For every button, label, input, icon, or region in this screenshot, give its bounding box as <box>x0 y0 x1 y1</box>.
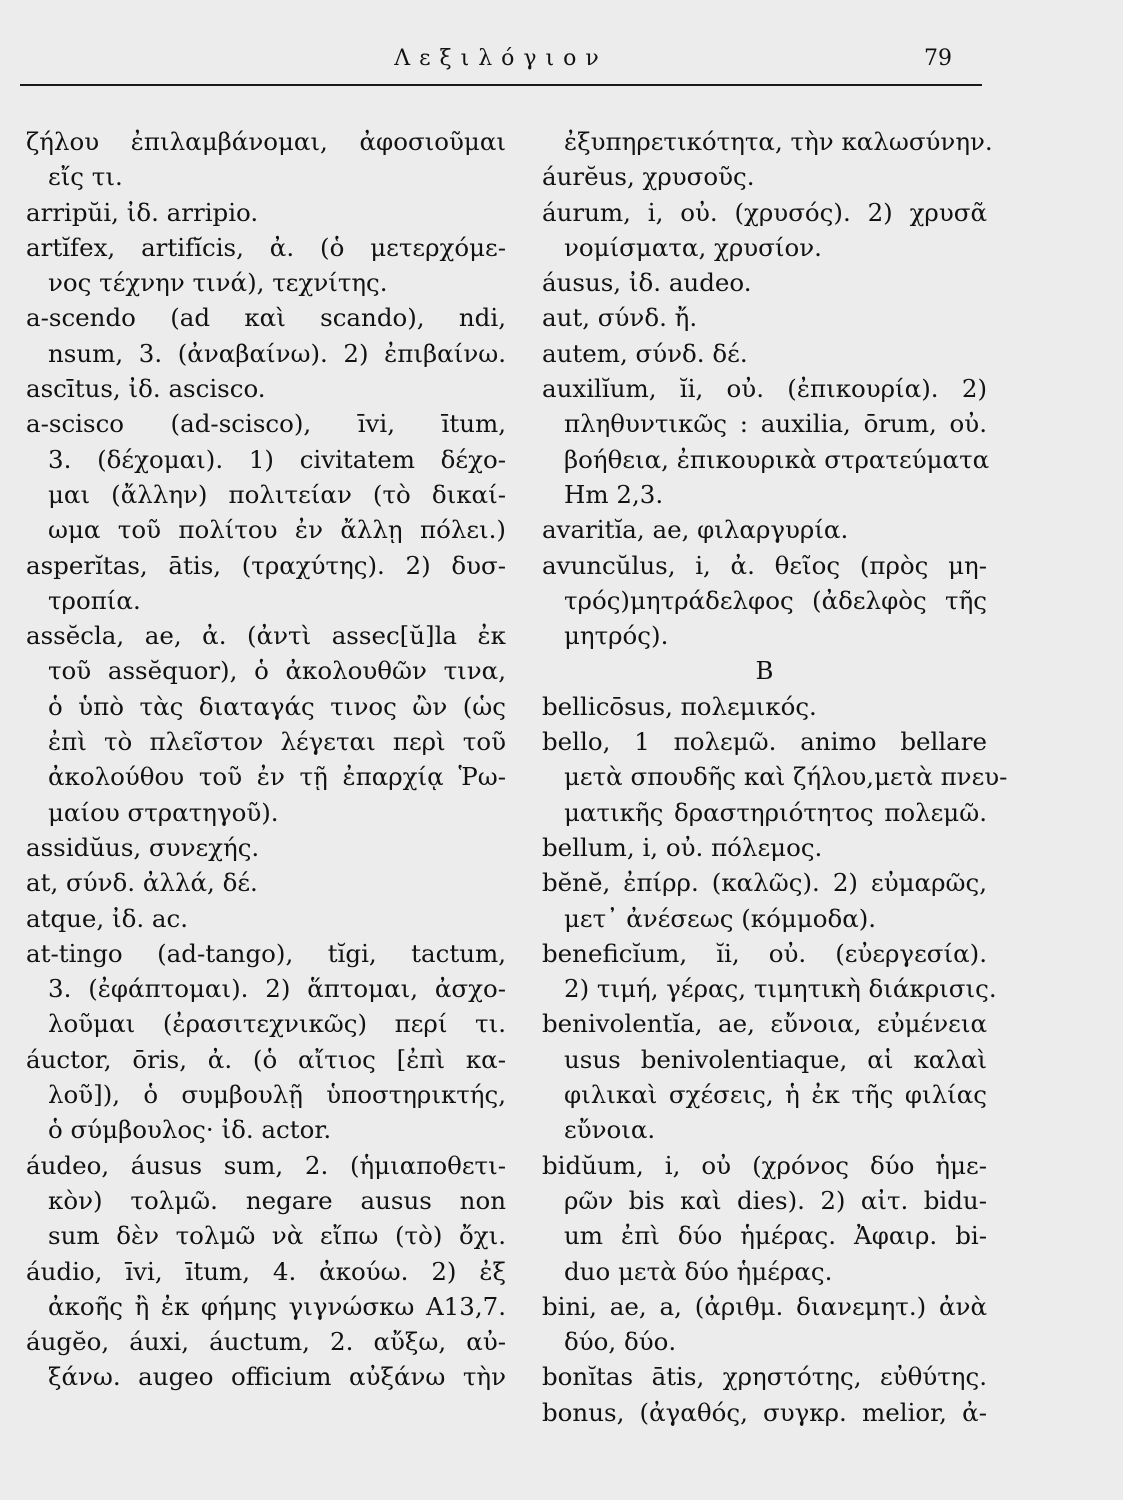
entry-continuation-line: τρός)μητράδελφος (ἀδελφὸς τῆς <box>564 585 987 615</box>
entry-line: áurum, i, οὐ. (χρυσός). 2) χρυσᾶ <box>542 197 987 227</box>
entry-line: at-tingo (ad-tango), tĭgi, tactum, <box>26 938 506 968</box>
entry-continuation-line: εὔνοια. <box>564 1115 656 1145</box>
entry-continuation-line: μαίου στρατηγοῦ). <box>48 797 279 827</box>
entry-line: autem, σύνδ. δέ. <box>542 338 748 368</box>
entry-continuation-line: nsum, 3. (ἀναβαίνω). 2) ἐπιβαίνω. <box>48 338 506 368</box>
entry-line: áurĕus, χρυσοῦς. <box>542 162 755 192</box>
entry-continuation-line: τροπία. <box>48 585 141 615</box>
entry-continuation-line: λοῦ]), ὁ συμβουλῇ ὑποστηρικτής, <box>48 1080 506 1110</box>
entry-continuation-line: ρῶν bis καὶ dies). 2) αἰτ. bidu- <box>564 1185 987 1215</box>
entry-continuation-line: φιλικαὶ σχέσεις, ἡ ἐκ τῆς φιλίας <box>564 1080 987 1110</box>
entry-line: bellum, i, οὐ. πόλεμος. <box>542 832 823 862</box>
page-number: 79 <box>924 46 952 71</box>
entry-line: benivolentĭa, ae, εὔνοια, εὐμένεια <box>542 1009 987 1039</box>
entry-line: ascītus, ἰδ. ascisco. <box>26 374 266 404</box>
entry-line: áugĕo, áuxi, áuctum, 2. αὔξω, αὐ- <box>26 1327 506 1357</box>
entry-continuation-line: ἐξυπηρετικότητα, τὴν καλωσύνην. <box>564 127 993 156</box>
entry-continuation-line: λοῦμαι (ἐρασιτεχνικῶς) περί τι. <box>48 1009 506 1039</box>
entry-continuation-line: usus benivolentiaque, αἱ καλαὶ <box>564 1044 987 1074</box>
running-title: Λεξιλόγιον <box>394 46 608 71</box>
entry-line: arripŭi, ἰδ. arripio. <box>26 197 259 227</box>
entry-line: bellicōsus, πολεμικός. <box>542 691 817 721</box>
entry-line: at, σύνδ. ἀλλά, δέ. <box>26 868 258 898</box>
entry-continuation-line: 3. (δέχομαι). 1) civitatem δέχο- <box>48 444 506 474</box>
entry-continuation-line: ὁ σύμβουλος· ἰδ. actor. <box>48 1115 332 1145</box>
entry-line: bidŭum, i, οὐ (χρόνος δύο ἡμε- <box>542 1150 987 1180</box>
entry-continuation-line: πληθυντικῶς : auxilia, ōrum, οὐ. <box>564 409 987 439</box>
entry-continuation-line: εἴς τι. <box>48 162 123 192</box>
entry-line: atque, ἰδ. ac. <box>26 903 189 933</box>
section-letter-heading: B <box>755 656 774 686</box>
entry-continuation-line: ματικῆς δραστηριότητος πολεμῶ. <box>564 797 987 827</box>
entry-line: assidŭus, συνεχής. <box>26 832 260 862</box>
entry-line: asperĭtas, ātis, (τραχύτης). 2) δυσ- <box>26 550 506 580</box>
entry-line: áusus, ἰδ. audeo. <box>542 268 752 298</box>
entry-continuation-line: βοήθεια, ἐπικουρικὰ στρατεύματα <box>564 444 990 474</box>
entry-line: assĕcla, ae, ἀ. (ἀντὶ assec[ŭ]la ἐκ <box>26 621 506 651</box>
entry-line: áudio, īvi, ītum, 4. ἀκούω. 2) ἐξ <box>26 1256 506 1286</box>
entry-line: auxilĭum, ĭi, οὐ. (ἐπικουρία). 2) <box>542 374 987 404</box>
entry-continuation-line: ἀκολούθου τοῦ ἐν τῇ ἐπαρχίᾳ Ῥω- <box>48 762 506 792</box>
left-column <box>26 124 506 1395</box>
entry-line: avuncŭlus, i, ἀ. θεῖος (πρὸς μη- <box>542 550 987 580</box>
entry-line: bello, 1 πολεμῶ. animo bellare <box>542 727 987 757</box>
entry-continuation-line: sum δὲν τολμῶ νὰ εἴπω (τὸ) ὄχι. <box>48 1221 506 1251</box>
entry-line: áuctor, ōris, ἀ. (ὁ αἴτιος [ἐπὶ κα- <box>26 1044 506 1074</box>
entry-line: bĕnĕ, ἐπίρρ. (καλῶς). 2) εὐμαρῶς, <box>542 868 987 898</box>
entry-line: artĭfex, artifĭcis, ἀ. (ὁ μετερχόμε- <box>26 232 506 262</box>
entry-line: bonus, (ἀγαθός, συγκρ. melior, ἀ- <box>542 1397 987 1427</box>
right-column <box>542 124 1008 1430</box>
entry-line: aut, σύνδ. ἤ. <box>542 303 698 333</box>
entry-line: bini, ae, a, (ἀριθμ. διανεμητ.) ἀνὰ <box>542 1291 987 1321</box>
entry-line: áudeo, áusus sum, 2. (ἡμιαποθετι- <box>26 1150 506 1180</box>
entry-continuation-line: μαι (ἄλλην) πολιτείαν (τὸ δικαί- <box>48 479 506 509</box>
entry-line: beneficĭum, ĭi, οὐ. (εὐεργεσία). <box>542 938 987 968</box>
entry-continuation-line: μητρός). <box>564 621 669 651</box>
entry-continuation-line: δύο, δύο. <box>564 1327 677 1357</box>
entry-line: bonĭtas ātis, χρηστότης, εὐθύτης. <box>542 1362 987 1392</box>
entry-continuation-line: κὸν) τολμῶ. negare ausus non <box>48 1185 506 1215</box>
entry-line: a-scisco (ad-scisco), īvi, ītum, <box>26 409 506 439</box>
entry-continuation-line: ὁ ὑπὸ τὰς διαταγάς τινος ὢν (ὡς <box>48 691 506 721</box>
entry-continuation-line: μετ᾿ ἀνέσεως (κόμμοδα). <box>564 903 877 933</box>
entry-line: a-scendo (ad καὶ scando), ndi, <box>26 303 506 333</box>
entry-continuation-line: νομίσματα, χρυσίον. <box>564 232 822 262</box>
entry-line: avaritĭa, ae, φιλαργυρία. <box>542 515 849 545</box>
entry-continuation-line: νος τέχνην τινά), τεχνίτης. <box>48 268 388 298</box>
entry-continuation-line: ἐπὶ τὸ πλεῖστον λέγεται περὶ τοῦ <box>48 727 506 757</box>
entry-continuation-line: ξάνω. augeo officium αὐξάνω τὴν <box>48 1362 506 1392</box>
entry-continuation-line: μετὰ σπουδῆς καὶ ζήλου,μετὰ πνευ- <box>564 762 1008 792</box>
entry-continuation-line: 2) τιμή, γέρας, τιμητικὴ διάκρισις. <box>564 974 997 1004</box>
entry-line: ζήλου ἐπιλαμβάνομαι, ἀφοσιοῦμαι <box>26 127 506 156</box>
entry-continuation-line: ἀκοῆς ἢ ἐκ φήμης γιγνώσκω A13,7. <box>48 1291 506 1321</box>
page-header <box>20 40 982 86</box>
entry-continuation-line: τοῦ assĕquor), ὁ ἀκολουθῶν τινα, <box>48 656 506 686</box>
entry-continuation-line: um ἐπὶ δύο ἡμέρας. Ἀφαιρ. bi- <box>564 1221 987 1251</box>
entry-continuation-line: duo μετὰ δύο ἡμέρας. <box>564 1256 833 1286</box>
entry-continuation-line: Hm 2,3. <box>564 479 664 509</box>
entry-continuation-line: ωμα τοῦ πολίτου ἐν ἄλλῃ πόλει.) <box>48 515 506 545</box>
entry-continuation-line: 3. (ἐφάπτομαι). 2) ἅπτομαι, ἀσχο- <box>48 974 506 1004</box>
